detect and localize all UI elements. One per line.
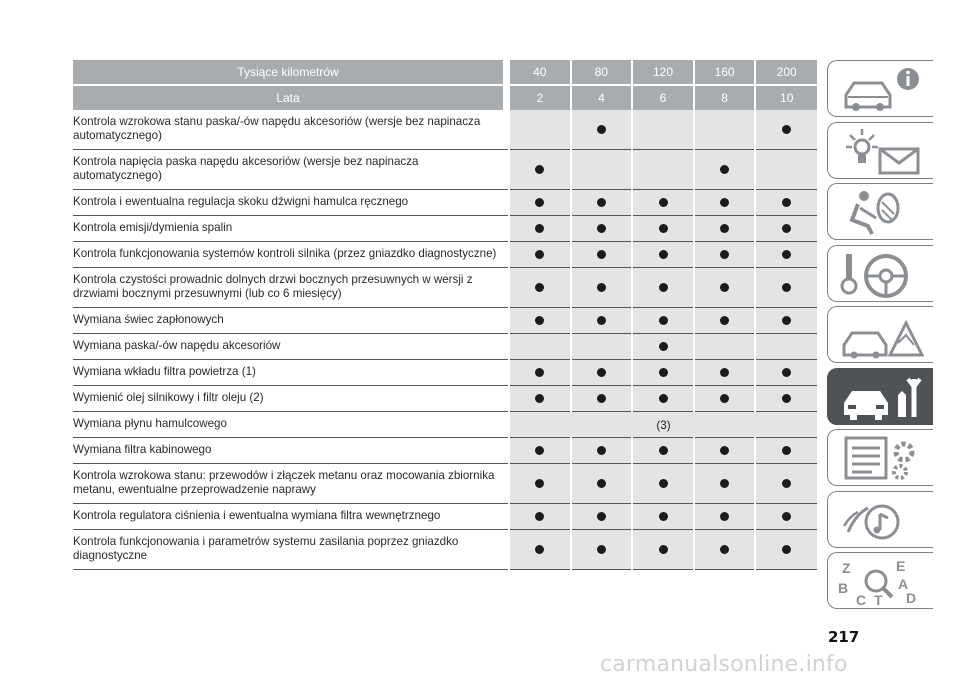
- service-dot-icon: [782, 479, 791, 488]
- service-dot-icon: [659, 368, 668, 377]
- interval-cell: [571, 438, 633, 464]
- interval-cell: [755, 360, 817, 386]
- table-row: [73, 386, 817, 412]
- chapter-tab[interactable]: [827, 552, 933, 609]
- chapter-tab[interactable]: [827, 183, 933, 240]
- service-dot-icon: [597, 198, 606, 207]
- interval-cell: [755, 268, 817, 308]
- kilometers-header: Tysiące kilometrów: [73, 60, 503, 85]
- service-dot-icon: [659, 198, 668, 207]
- service-dot-icon: [535, 198, 544, 207]
- interval-cell: [632, 530, 694, 570]
- service-dot-icon: [720, 512, 729, 521]
- interval-cell: [571, 504, 633, 530]
- table-row: [73, 216, 817, 242]
- km-value: 120: [632, 60, 694, 85]
- task-label: Wymiana płynu hamulcowego: [73, 412, 503, 438]
- header-row-years: [73, 85, 817, 110]
- interval-cell: [694, 308, 756, 334]
- interval-cell: [632, 386, 694, 412]
- task-label: Kontrola wzrokowa stanu: przewodów i złączek metanu oraz mocowania zbiornika metanu, ewentualne przeprowadzenie naprawy: [73, 464, 503, 504]
- interval-cell: [694, 190, 756, 216]
- interval-cell: [509, 464, 571, 504]
- year-value: 8: [694, 85, 756, 110]
- interval-cell: [571, 110, 633, 150]
- interval-cell: [509, 216, 571, 242]
- interval-cell: [632, 308, 694, 334]
- chapter-tab[interactable]: [827, 122, 933, 179]
- task-label: Wymiana paska/-ów napędu akcesoriów: [73, 334, 503, 360]
- table-row: [73, 530, 817, 570]
- interval-cell: [509, 190, 571, 216]
- service-dot-icon: [782, 250, 791, 259]
- service-dot-icon: [597, 512, 606, 521]
- year-value: 10: [755, 85, 817, 110]
- interval-cell: [571, 360, 633, 386]
- interval-cell: [755, 110, 817, 150]
- watermark: carmanualsonline.info: [600, 652, 848, 677]
- service-dot-icon: [720, 283, 729, 292]
- service-dot-icon: [720, 198, 729, 207]
- service-dot-icon: [535, 283, 544, 292]
- service-dot-icon: [782, 512, 791, 521]
- interval-cell: [509, 334, 571, 360]
- service-dot-icon: [597, 394, 606, 403]
- interval-cell: [755, 334, 817, 360]
- service-dot-icon: [597, 125, 606, 134]
- maintenance-schedule-table: [73, 60, 817, 570]
- interval-cell: [694, 530, 756, 570]
- task-label: Wymiana filtra kabinowego: [73, 438, 503, 464]
- interval-cell: [509, 150, 571, 190]
- task-label: Wymiana wkładu filtra powietrza (1): [73, 360, 503, 386]
- interval-cell: [571, 308, 633, 334]
- service-dot-icon: [659, 394, 668, 403]
- chapter-tab[interactable]: [827, 368, 933, 425]
- interval-cell: [755, 308, 817, 334]
- service-dot-icon: [597, 446, 606, 455]
- interval-cell: [755, 150, 817, 190]
- table-row: [73, 190, 817, 216]
- interval-cell: [694, 360, 756, 386]
- task-label: Wymienić olej silnikowy i filtr oleju (2): [73, 386, 503, 412]
- table-row: [73, 242, 817, 268]
- chapter-tab[interactable]: [827, 306, 933, 363]
- interval-cell: [509, 438, 571, 464]
- interval-cell: [632, 242, 694, 268]
- interval-cell: [755, 242, 817, 268]
- km-value: 200: [755, 60, 817, 85]
- year-value: 6: [632, 85, 694, 110]
- specs-gear-icon: [836, 434, 928, 483]
- service-dot-icon: [597, 283, 606, 292]
- service-dot-icon: [535, 446, 544, 455]
- interval-cell: [755, 438, 817, 464]
- interval-cell: [571, 530, 633, 570]
- steering-wheel-key-icon: [836, 250, 928, 299]
- task-label: Kontrola emisji/dymienia spalin: [73, 216, 503, 242]
- service-dot-icon: [535, 479, 544, 488]
- chapter-tab[interactable]: [827, 245, 933, 302]
- service-dot-icon: [535, 394, 544, 403]
- interval-cell: [509, 110, 571, 150]
- service-dot-icon: [659, 250, 668, 259]
- interval-cell: [632, 110, 694, 150]
- interval-cell: [509, 386, 571, 412]
- task-label: Kontrola regulatora ciśnienia i ewentualna wymiana filtra wewnętrznego: [73, 504, 503, 530]
- service-dot-icon: [720, 479, 729, 488]
- years-header: Lata: [73, 85, 503, 110]
- interval-cell: [632, 334, 694, 360]
- interval-cell: [632, 190, 694, 216]
- task-label: Wymiana świec zapłonowych: [73, 308, 503, 334]
- svg-text:T: T: [874, 592, 883, 606]
- chapter-tab[interactable]: [827, 491, 933, 548]
- task-label: Kontrola funkcjonowania systemów kontroli silnika (przez gniazdko diagnostyczne): [73, 242, 503, 268]
- interval-cell: [632, 268, 694, 308]
- service-dot-icon: [535, 368, 544, 377]
- interval-cell: [509, 360, 571, 386]
- car-info-icon: [836, 65, 928, 114]
- svg-text:Z: Z: [842, 560, 851, 576]
- alphabetical-index-icon: [836, 557, 928, 606]
- km-value: 160: [694, 60, 756, 85]
- interval-cell: [632, 504, 694, 530]
- table-row: [73, 464, 817, 504]
- service-dot-icon: [720, 368, 729, 377]
- interval-cell: [509, 242, 571, 268]
- service-dot-icon: [597, 316, 606, 325]
- service-dot-icon: [659, 545, 668, 554]
- table-row: [73, 504, 817, 530]
- service-dot-icon: [659, 512, 668, 521]
- interval-cell: [571, 268, 633, 308]
- task-label: Kontrola czystości prowadnic dolnych drzwi bocznych przesuwnych w wersji z drzwiami bocznymi przesuwnymi (lub co 6 miesięcy): [73, 268, 503, 308]
- service-dot-icon: [659, 479, 668, 488]
- km-value: 80: [571, 60, 633, 85]
- interval-cell: [694, 438, 756, 464]
- multimedia-icon: [836, 496, 928, 545]
- interval-cell: [632, 360, 694, 386]
- svg-text:D: D: [906, 590, 917, 606]
- interval-note: (3): [656, 418, 671, 432]
- service-dot-icon: [535, 250, 544, 259]
- service-dot-icon: [720, 394, 729, 403]
- seat-airbag-icon: [836, 188, 928, 237]
- table-row: [73, 110, 817, 150]
- task-label: Kontrola funkcjonowania i parametrów systemu zasilania poprzez gniazdko diagnostyczne: [73, 530, 503, 570]
- interval-cell: [755, 530, 817, 570]
- service-dot-icon: [720, 545, 729, 554]
- table-row: [73, 268, 817, 308]
- service-dot-icon: [782, 125, 791, 134]
- interval-cell: [571, 464, 633, 504]
- schedule-body: [73, 110, 817, 570]
- service-dot-icon: [597, 545, 606, 554]
- service-dot-icon: [782, 316, 791, 325]
- service-dot-icon: [597, 250, 606, 259]
- service-dot-icon: [659, 342, 668, 351]
- car-wrench-icon: [836, 373, 928, 422]
- service-dot-icon: [597, 368, 606, 377]
- service-dot-icon: [782, 368, 791, 377]
- svg-text:E: E: [896, 558, 906, 574]
- service-dot-icon: [535, 316, 544, 325]
- service-dot-icon: [535, 224, 544, 233]
- service-dot-icon: [720, 224, 729, 233]
- service-dot-icon: [659, 446, 668, 455]
- service-dot-icon: [782, 224, 791, 233]
- interval-cell: [509, 308, 571, 334]
- svg-text:C: C: [856, 592, 867, 606]
- interval-cell: [509, 504, 571, 530]
- interval-cell: [694, 386, 756, 412]
- interval-cell: [755, 216, 817, 242]
- table-row: [73, 360, 817, 386]
- chapter-tab[interactable]: [827, 60, 933, 117]
- service-dot-icon: [535, 512, 544, 521]
- car-emergency-icon: [836, 311, 928, 360]
- service-dot-icon: [782, 446, 791, 455]
- interval-cell: [571, 190, 633, 216]
- interval-cell: [632, 150, 694, 190]
- table-row: [73, 438, 817, 464]
- svg-text:A: A: [898, 576, 909, 592]
- interval-cell: [694, 268, 756, 308]
- service-dot-icon: [782, 394, 791, 403]
- km-value: 40: [509, 60, 571, 85]
- svg-text:B: B: [838, 580, 849, 596]
- chapter-tab[interactable]: [827, 429, 933, 486]
- service-dot-icon: [720, 316, 729, 325]
- task-label: Kontrola wzrokowa stanu paska/-ów napędu akcesoriów (wersje bez napinacza automatycznego): [73, 110, 503, 150]
- service-dot-icon: [597, 479, 606, 488]
- interval-cell: [571, 334, 633, 360]
- table-row: [73, 308, 817, 334]
- service-dot-icon: [597, 224, 606, 233]
- interval-cell: [571, 386, 633, 412]
- interval-cell: [571, 242, 633, 268]
- interval-cell: [694, 110, 756, 150]
- interval-cell: [632, 216, 694, 242]
- year-value: 2: [509, 85, 571, 110]
- interval-cell: [632, 464, 694, 504]
- year-value: 4: [571, 85, 633, 110]
- interval-cell: [509, 268, 571, 308]
- page-number: 217: [828, 628, 860, 646]
- table-row: [73, 334, 817, 360]
- service-dot-icon: [659, 283, 668, 292]
- service-dot-icon: [720, 250, 729, 259]
- interval-cell: [755, 504, 817, 530]
- interval-cell: [694, 216, 756, 242]
- interval-cell: [755, 190, 817, 216]
- service-dot-icon: [782, 283, 791, 292]
- interval-cell: [632, 438, 694, 464]
- interval-cell: [571, 216, 633, 242]
- service-dot-icon: [720, 165, 729, 174]
- header-row-kilometers: [73, 60, 817, 85]
- task-label: Kontrola i ewentualna regulacja skoku dźwigni hamulca ręcznego: [73, 190, 503, 216]
- interval-cell: [694, 334, 756, 360]
- table-row: [73, 150, 817, 190]
- service-dot-icon: [535, 165, 544, 174]
- interval-cell: [694, 242, 756, 268]
- task-label: Kontrola napięcia paska napędu akcesoriów (wersje bez napinacza automatycznego): [73, 150, 503, 190]
- table-row: [73, 412, 817, 438]
- service-dot-icon: [659, 224, 668, 233]
- interval-cell: [694, 504, 756, 530]
- interval-cell: [694, 464, 756, 504]
- service-dot-icon: [782, 198, 791, 207]
- interval-note-cell: [509, 412, 817, 438]
- service-dot-icon: [782, 545, 791, 554]
- service-dot-icon: [535, 545, 544, 554]
- service-dot-icon: [720, 446, 729, 455]
- interval-cell: [755, 464, 817, 504]
- service-dot-icon: [659, 316, 668, 325]
- interval-cell: [571, 150, 633, 190]
- interval-cell: [694, 150, 756, 190]
- warning-lights-icon: [836, 127, 928, 176]
- interval-cell: [509, 530, 571, 570]
- interval-cell: [755, 386, 817, 412]
